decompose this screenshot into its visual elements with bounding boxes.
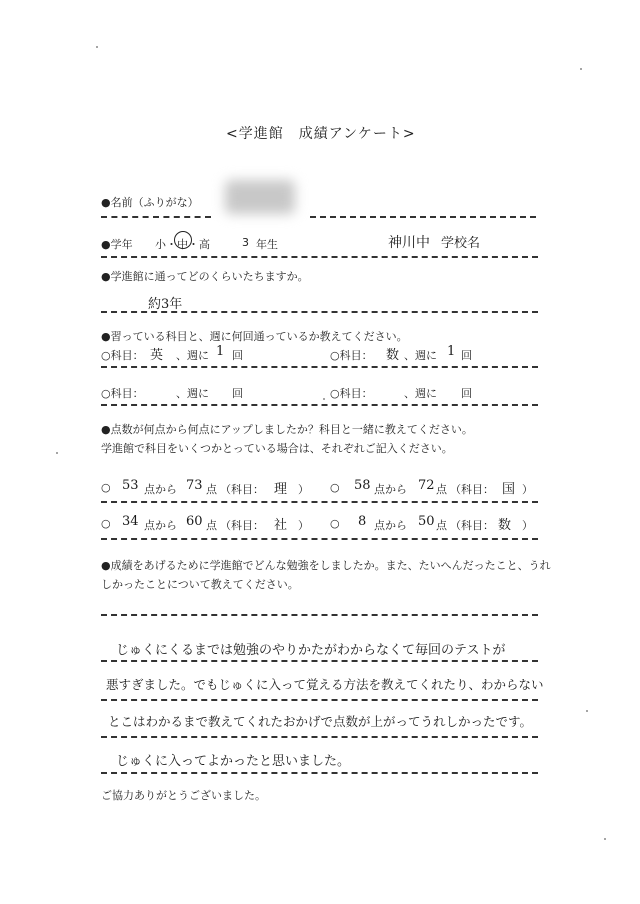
score-3-subject-open: （科目：	[220, 519, 264, 532]
study-line4-underline	[101, 772, 538, 774]
name-underline-right	[310, 216, 536, 218]
score-2-circle: ○	[330, 481, 340, 494]
score-3-subject-close: ）	[298, 519, 309, 532]
score-1-from: 53	[122, 478, 139, 493]
score-3-to: 60	[186, 514, 203, 529]
redacted-name	[225, 180, 295, 214]
score-3-subject: 社	[274, 518, 288, 533]
study-line1-underline	[101, 660, 538, 662]
grade-underline	[101, 256, 538, 258]
subject-1-mid: 、週に	[176, 349, 209, 362]
score-4-subject-close: ）	[522, 519, 533, 532]
score-1-subject: 理	[274, 482, 288, 497]
subjects-row1-underline	[101, 366, 538, 368]
scores-row1-underline	[101, 501, 538, 503]
subject-3-mid: 、週に	[176, 387, 209, 400]
selected-school-type-circle	[174, 231, 192, 249]
school-type-options: 小・中・高	[155, 238, 210, 251]
score-4-to-label: 点	[436, 519, 447, 532]
subject-2-prefix: ○科目：	[330, 349, 373, 362]
study-answer-line3: とこはわかるまで教えてくれたおかげで点数が上がってうれしかったです。	[108, 714, 533, 729]
grade-suffix: 年生	[256, 238, 278, 251]
score-4-from: 8	[358, 514, 367, 529]
score-3-from: 34	[122, 514, 139, 529]
name-underline-left	[101, 216, 211, 218]
school-name-handwritten: 神川中	[388, 235, 430, 251]
subject-1-prefix: ○科目：	[101, 349, 144, 362]
school-label: 学校名	[441, 236, 481, 251]
score-1-to: 73	[186, 478, 203, 493]
study-question-line1: ●成績をあげるために学進館でどんな勉強をしましたか。また、たいへんだったこと、うれ	[101, 559, 551, 572]
score-3-from-label: 点から	[144, 519, 177, 532]
scores-question-line2: 学進館で科目をいくつかとっている場合は、それぞれご記入ください。	[101, 442, 453, 455]
period-question: ●学進館に通ってどのくらいたちますか。	[101, 270, 309, 283]
score-2-from: 58	[354, 478, 371, 493]
score-1-subject-close: ）	[298, 483, 309, 496]
subject-4-prefix: ○科目：	[330, 387, 373, 400]
subjects-question: ●習っている科目と、週に何回通っているか教えてください。	[101, 330, 408, 343]
subject-3-suffix: 回	[232, 387, 243, 400]
scores-question-line1: ●点数が何点から何点にアップしましたか？科目と一緒に教えてください。	[101, 423, 473, 436]
scan-speck	[96, 46, 98, 48]
period-answer: 約3年	[148, 297, 183, 312]
study-answer-line2: 悪すぎました。でもじゅくに入って覚える方法を教えてくれたり、わからない	[106, 677, 544, 692]
score-4-to: 50	[418, 514, 435, 529]
subject-2-count: 1	[447, 344, 456, 359]
subject-1-suffix: 回	[232, 349, 243, 362]
score-2-subject-close: ）	[522, 483, 533, 496]
name-label: ●名前（ふりがな）	[101, 196, 199, 209]
scan-speck	[56, 452, 58, 454]
grade-value: 3	[242, 236, 249, 249]
subject-3-prefix: ○科目：	[101, 387, 144, 400]
scan-speck	[604, 838, 606, 840]
score-4-subject: 数	[498, 518, 512, 533]
scan-speck	[580, 68, 582, 70]
score-4-circle: ○	[330, 517, 340, 530]
score-3-to-label: 点	[206, 519, 217, 532]
period-underline	[101, 311, 538, 313]
subject-2-suffix: 回	[461, 349, 472, 362]
score-2-to-label: 点	[436, 483, 447, 496]
study-line2-underline	[101, 699, 538, 701]
subjects-row2-underline	[101, 404, 538, 406]
study-answer-line1: じゅくにくるまでは勉強のやりかたがわからなくて毎回のテストが	[116, 643, 506, 658]
subject-1-count: 1	[216, 344, 225, 359]
grade-label: ●学年	[101, 238, 133, 251]
score-2-subject-open: （科目：	[450, 483, 494, 496]
study-answer-line4: じゅくに入ってよかったと思いました。	[116, 754, 351, 769]
score-4-from-label: 点から	[374, 519, 407, 532]
score-2-from-label: 点から	[374, 483, 407, 496]
score-1-from-label: 点から	[144, 483, 177, 496]
subject-2-value: 数	[386, 348, 400, 363]
score-4-subject-open: （科目：	[450, 519, 494, 532]
study-line3-underline	[101, 736, 538, 738]
study-question-line2: しかったことについて教えてください。	[101, 578, 299, 591]
subject-1-value: 英	[150, 348, 164, 363]
score-2-to: 72	[418, 478, 435, 493]
scores-row2-underline	[101, 538, 538, 540]
score-1-to-label: 点	[206, 483, 217, 496]
score-1-subject-open: （科目：	[220, 483, 264, 496]
scan-speck	[586, 710, 588, 712]
score-3-circle: ○	[101, 517, 111, 530]
subject-4-suffix: 回	[461, 387, 472, 400]
score-1-circle: ○	[101, 481, 111, 494]
score-2-subject: 国	[502, 482, 516, 497]
closing-text: ご協力ありがとうございました。	[101, 789, 266, 802]
subject-2-mid: 、週に	[404, 349, 437, 362]
subject-4-mid: 、週に	[404, 387, 437, 400]
scan-speck	[323, 398, 325, 400]
survey-title: <学進館 成績アンケート>	[226, 126, 416, 142]
study-blank-underline	[101, 614, 538, 616]
